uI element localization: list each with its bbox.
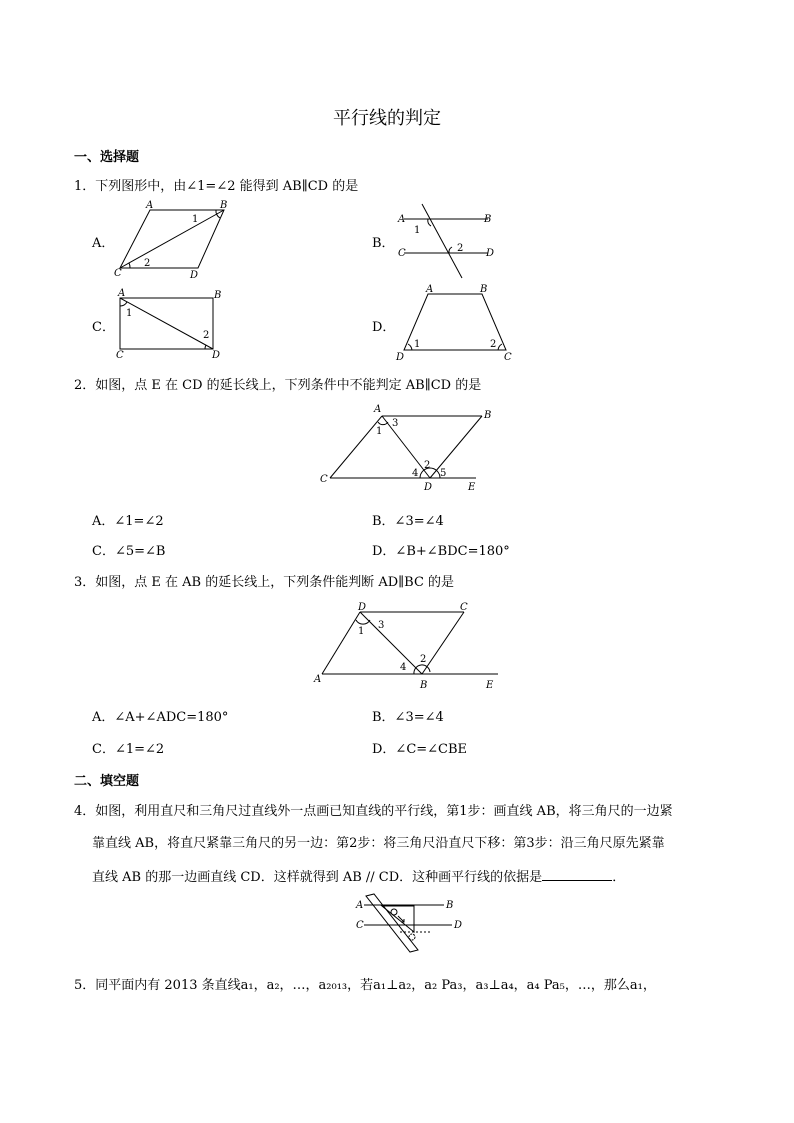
answer-blank[interactable]	[542, 868, 612, 881]
q1-diagram-b	[394, 202, 500, 282]
q1b-label-a: A	[398, 214, 406, 225]
q4-diagram	[352, 892, 464, 954]
q3-label-a: A	[314, 674, 322, 685]
q1b-label-1: 1	[414, 225, 421, 236]
q1a-label-2: 2	[144, 258, 151, 269]
section-heading-choice: 一、选择题	[74, 150, 140, 165]
question-4-line-3-end: ．	[612, 870, 626, 885]
q3-label-2: 2	[420, 654, 427, 665]
q2-label-e: E	[468, 482, 476, 493]
ruler-icon	[366, 894, 418, 952]
q3-label-3: 3	[378, 620, 385, 631]
q1a-label-1: 1	[192, 214, 199, 225]
q1a-label-c: C	[114, 268, 122, 278]
q2-label-b: B	[484, 410, 492, 421]
q2-label-3: 3	[392, 418, 399, 429]
q1-option-b-label[interactable]: B．	[372, 236, 395, 251]
q2-label-4: 4	[412, 468, 419, 479]
q1d-label-c: C	[504, 352, 512, 363]
set-square-icon	[382, 906, 414, 932]
q1d-label-d: D	[396, 352, 405, 363]
q2-label-1: 1	[376, 426, 383, 437]
question-4-line-1: 4．如图，利用直尺和三角尺过直线外一点画已知直线的平行线，第1步：画直线 AB，将三角尺的一边紧	[74, 804, 673, 819]
question-1-stem: 1．下列图形中，由∠1=∠2 能得到 AB∥CD 的是	[74, 179, 359, 194]
q3-label-c: C	[460, 602, 468, 613]
q1d-label-2: 2	[490, 339, 497, 350]
q4-label-c: C	[356, 920, 364, 931]
q3-option-c[interactable]: C．∠1=∠2	[92, 742, 165, 757]
q1-diagram-c	[112, 286, 228, 360]
q4-label-b: B	[446, 900, 454, 911]
q3-label-4: 4	[400, 662, 407, 673]
q1a-label-a: A	[146, 200, 154, 211]
q2-option-a[interactable]: A．∠1=∠2	[92, 514, 164, 529]
q1c-label-1: 1	[126, 308, 133, 319]
q4-label-d: D	[454, 920, 463, 931]
q1c-label-d: D	[212, 350, 221, 360]
question-3-stem: 3．如图，点 E 在 AB 的延长线上，下列条件能判断 AD∥BC 的是	[74, 575, 455, 590]
q1-option-a-label[interactable]: A．	[92, 236, 115, 251]
q1-option-d-label[interactable]: D．	[372, 320, 396, 335]
q3-option-a[interactable]: A．∠A+∠ADC=180°	[92, 710, 229, 725]
q1a-label-b: B	[220, 200, 228, 211]
q1b-label-b: B	[484, 214, 492, 225]
q3-label-1: 1	[358, 626, 365, 637]
q1-option-c-label[interactable]: C．	[92, 320, 115, 335]
q2-label-a: A	[374, 404, 382, 415]
q3-label-e: E	[486, 680, 494, 691]
q2-option-c[interactable]: C．∠5=∠B	[92, 544, 166, 559]
question-4-line-2: 靠直线 AB，将直尺紧靠三角尺的另一边：第2步：将三角尺沿直尺下移：第3步：沿三角尺原先紧靠	[92, 836, 665, 851]
question-4-line-3	[92, 866, 625, 885]
question-2-stem: 2．如图，点 E 在 CD 的延长线上，下列条件中不能判定 AB∥CD 的是	[74, 378, 482, 393]
q1c-label-b: B	[214, 290, 222, 301]
q3-label-b: B	[420, 680, 428, 691]
q2-option-b[interactable]: B．∠3=∠4	[372, 514, 444, 529]
q3-label-d: D	[358, 602, 367, 613]
q1b-label-d: D	[486, 248, 495, 259]
q2-diagram	[316, 400, 492, 496]
q3-option-d[interactable]: D．∠C=∠CBE	[372, 742, 468, 757]
q1c-label-a: A	[118, 288, 126, 299]
q4-label-a: A	[356, 900, 364, 911]
q1d-label-b: B	[480, 284, 488, 295]
q1d-label-1: 1	[414, 339, 421, 350]
section-heading-fill: 二、填空题	[74, 774, 140, 789]
q3-option-b[interactable]: B．∠3=∠4	[372, 710, 444, 725]
q3-diagram	[310, 596, 502, 692]
q1a-label-d: D	[190, 270, 199, 278]
q1-diagram-a	[112, 196, 234, 278]
q1c-label-2: 2	[203, 330, 210, 341]
q1b-label-c: C	[398, 248, 406, 259]
q2-option-d[interactable]: D．∠B+∠BDC=180°	[372, 544, 510, 559]
q2-label-5: 5	[440, 468, 447, 479]
page-title: 平行线的判定	[333, 108, 441, 129]
q2-label-c: C	[320, 474, 328, 485]
q2-label-d: D	[424, 482, 433, 493]
q1c-label-c: C	[116, 350, 124, 360]
q2-label-2: 2	[424, 460, 431, 471]
q1-diagram-d	[394, 282, 520, 364]
question-5-stem: 5．同平面内有 2013 条直线a₁，a₂，…，a₂₀₁₃，若a₁⊥a₂，a₂ Pa₃，a₃⊥a₄，a₄ Pa₅，…，那么a₁，	[74, 978, 656, 993]
q1d-label-a: A	[426, 284, 434, 295]
question-4-line-3-text: 直线 AB 的那一边画直线 CD．这样就得到 AB // CD．这种画平行线的依据是	[92, 870, 543, 885]
q1b-label-2: 2	[457, 243, 464, 254]
